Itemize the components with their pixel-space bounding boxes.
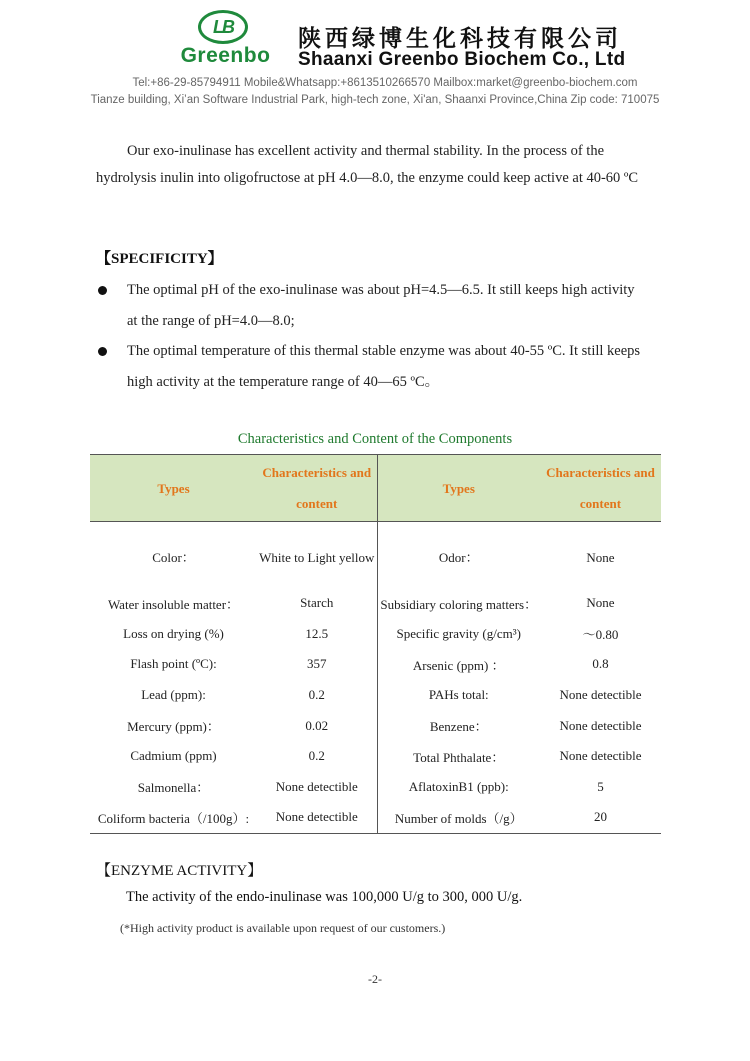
table-cell: None detectible (559, 717, 642, 733)
table-row (90, 710, 661, 741)
bullet-dot-icon (98, 347, 107, 356)
logo-mark: LB (213, 16, 233, 37)
characteristics-table (90, 454, 661, 834)
table-cell: Benzene： (429, 719, 488, 735)
logo-wordmark: Greenbo (180, 44, 271, 67)
table-cell: None detectible (559, 687, 642, 703)
table-cell: AflatoxinB1 (ppb): (408, 778, 509, 794)
contact-info: Tel:+86-29-85794911 Mobile&Whatsapp:+8613510266570 Mailbox:market@greenbo-biochem.com (132, 77, 638, 89)
specificity-heading: 【SPECIFICITY】 (96, 251, 223, 267)
table-cell: Subsidiary coloring matters： (380, 596, 538, 612)
company-name-english: Shaanxi Greenbo Biochem Co., Ltd (298, 49, 626, 70)
table-cell: None detectible (257, 772, 377, 803)
table-row (90, 619, 661, 650)
table-cell: Loss on drying (%) (123, 625, 224, 641)
bullet-dot-icon (98, 286, 107, 295)
column-header: Types (377, 455, 540, 522)
table-cell: Arsenic (ppm) ： (412, 657, 505, 673)
table-cell: Coliform bacteria（/100g）: (97, 810, 250, 826)
enzyme-activity-heading: 【ENZYME ACTIVITY】 (96, 863, 263, 879)
table-cell: PAHs total: (428, 687, 489, 703)
column-header: Characteristics and content (257, 455, 377, 522)
table-cell: 20 (594, 809, 607, 825)
table-cell: None (586, 549, 615, 565)
company-name-chinese: 陕西绿博生化科技有限公司 (298, 26, 622, 52)
table-cell: White to Light yellow (257, 522, 377, 589)
column-header: Characteristics and content (540, 455, 661, 522)
table-cell: None detectible (559, 748, 642, 764)
leaf-logo-icon (198, 10, 248, 44)
table-caption: Characteristics and Content of the Components (237, 431, 513, 447)
table-row (90, 649, 661, 680)
table-row (90, 522, 661, 589)
table-cell: None (586, 595, 615, 611)
page-number: -2- (368, 972, 382, 986)
table-cell: 0.2 (257, 680, 377, 711)
table-row (90, 772, 661, 803)
table-cell: Starch (257, 588, 377, 619)
table-row (90, 741, 661, 772)
table-cell: None detectible (257, 802, 377, 833)
company-address: Tianze building, Xi’an Software Industrial Park, high-tech zone, Xi'an, Shaanxi Province,China Zip code: 710075 (90, 94, 660, 106)
table-cell: Specific gravity (g/cm³) (396, 625, 521, 641)
table-cell: 0.2 (257, 741, 377, 772)
table-cell: Number of molds（/g） (394, 810, 523, 826)
table-cell: Color： (152, 549, 195, 565)
column-header: Types (90, 455, 257, 522)
table-cell: ～0.80 (582, 627, 619, 643)
intro-paragraph: Our exo-inulinase has excellent activity and thermal stability. In the process of the hydrolysis inulin into oligofructose at pH 4.0—8.0, the enzyme could keep active at 40-60 ºC (96, 143, 639, 186)
table-cell: Cadmium (ppm) (130, 748, 217, 764)
table-cell: 0.8 (592, 656, 609, 672)
table-cell: 12.5 (257, 619, 377, 650)
enzyme-activity-text: The activity of the endo-inulinase was 100,000 U/g to 300, 000 U/g. (126, 889, 523, 905)
table-cell: Flash point (ºC): (130, 656, 217, 672)
table-cell: Total Phthalate： (413, 749, 505, 765)
table-cell: 357 (257, 649, 377, 680)
table-header-row (90, 455, 661, 522)
company-logo (178, 10, 298, 76)
table-cell: Mercury (ppm)： (127, 719, 220, 735)
table-cell: Odor： (438, 549, 479, 565)
table-row (90, 802, 661, 833)
table-cell: 0.02 (257, 710, 377, 741)
availability-note: (*High activity product is available upon request of our customers.) (120, 921, 446, 935)
table-cell: 5 (597, 778, 604, 794)
table-cell: Salmonella： (137, 780, 210, 796)
bullet-text: The optimal pH of the exo-inulinase was about pH=4.5—6.5. It still keeps high activity at the range of pH=4.0—8.0; (127, 282, 635, 329)
bullet-text: The optimal temperature of this thermal stable enzyme was about 40-55 ºC. It still keeps high activity at the temperature range of 40—65 ºC。 (127, 343, 641, 390)
table-row (90, 680, 661, 711)
table-cell: Water insoluble matter： (107, 596, 240, 612)
table-row (90, 588, 661, 619)
table-cell: Lead (ppm): (141, 687, 206, 703)
